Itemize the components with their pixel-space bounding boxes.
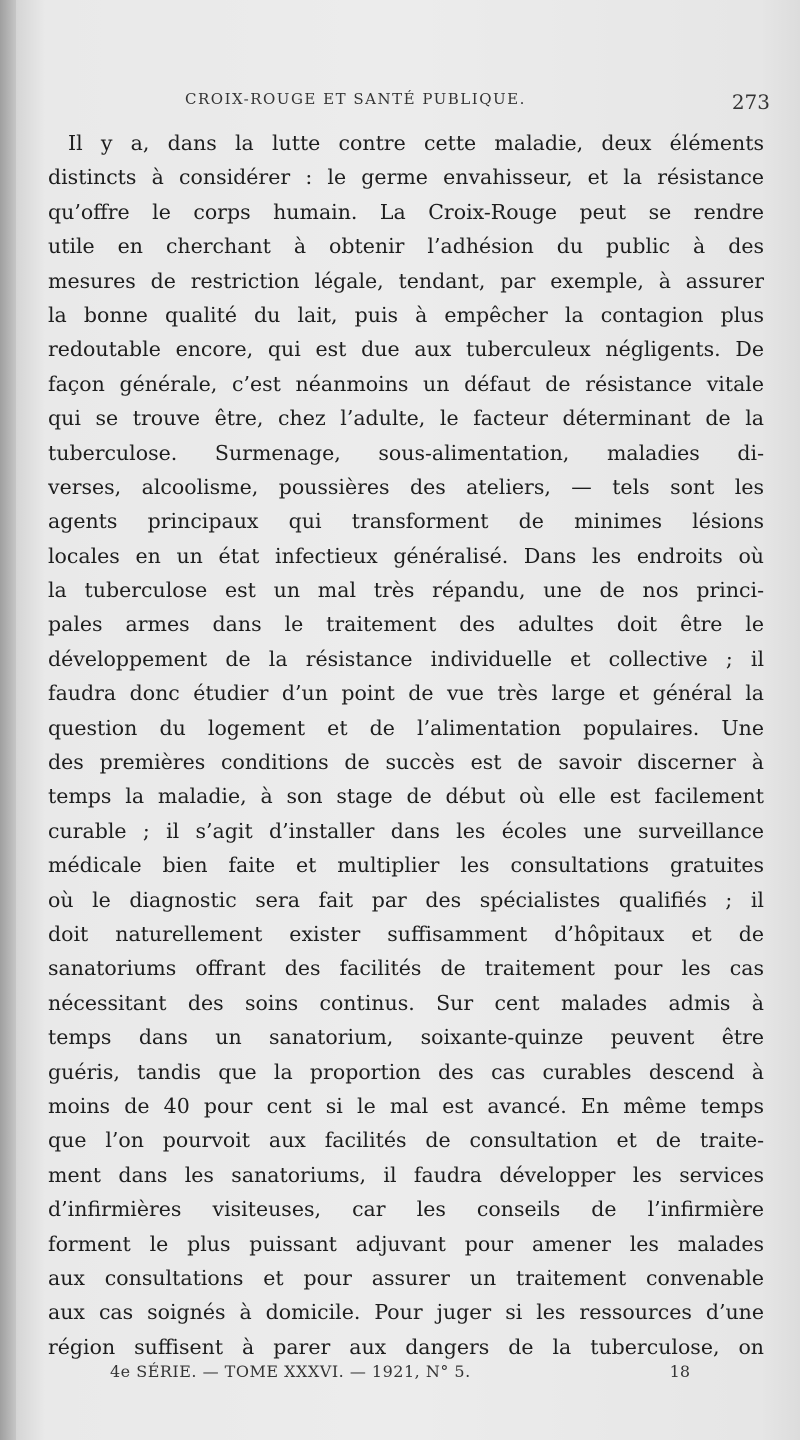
running-head: [50, 90, 770, 120]
text-line: région suffisent à parer aux dangers de la tuberculose, on: [48, 1334, 764, 1359]
text-line: aux cas soignés à domicile. Pour juger si les ressources d’une: [48, 1300, 764, 1325]
text-line: développement de la résistance individuelle et collective ; il: [48, 646, 764, 671]
text-line: faudra donc étudier d’un point de vue très large et général la: [48, 681, 764, 706]
text-line: mesures de restriction légale, tendant, par exemple, à assurer: [48, 268, 764, 293]
text-line: distincts à considérer : le germe envahisseur, et la résistance: [48, 165, 764, 190]
text-line: des premières conditions de succès est de savoir discerner à: [48, 750, 764, 775]
text-line: que l’on pourvoit aux facilités de consultation et de traite-: [48, 1128, 764, 1153]
text-line: qu’offre le corps humain. La Croix-Rouge peut se rendre: [48, 199, 764, 224]
page-footer: [110, 1362, 690, 1390]
text-line: nécessitant des soins continus. Sur cent malades admis à: [48, 990, 764, 1015]
text-line: Il y a, dans la lutte contre cette maladie, deux éléments: [68, 131, 764, 155]
text-line: pales armes dans le traitement des adultes doit être le: [48, 612, 764, 637]
text-line: où le diagnostic sera fait par des spécialistes qualifiés ; il: [48, 887, 764, 912]
text-line: d’infirmières visiteuses, car les conseils de l’infirmière: [48, 1197, 764, 1222]
text-line: agents principaux qui transforment de minimes lésions: [48, 509, 764, 534]
signature-number: 18: [669, 1362, 690, 1381]
text-line: sanatoriums offrant des facilités de traitement pour les cas: [48, 956, 764, 981]
text-line: la tuberculose est un mal très répandu, une de nos princi-: [48, 578, 764, 603]
text-line: question du logement et de l’alimentation populaires. Une: [48, 715, 764, 740]
text-line: redoutable encore, qui est due aux tuberculeux négligents. De: [48, 337, 764, 362]
text-line: verses, alcoolisme, poussières des ateliers, — tels sont les: [48, 474, 764, 499]
body-text: [48, 126, 764, 1364]
text-line: ment dans les sanatoriums, il faudra développer les services: [48, 1162, 764, 1187]
text-line: utile en cherchant à obtenir l’adhésion du public à des: [48, 234, 764, 259]
page-number: 273: [731, 90, 770, 114]
text-line: aux consultations et pour assurer un traitement convenable: [48, 1265, 764, 1290]
text-line: médicale bien faite et multiplier les consultations gratuites: [48, 853, 764, 878]
text-line: la bonne qualité du lait, puis à empêcher la contagion plus: [48, 302, 764, 327]
text-line: tuberculose. Surmenage, sous-alimentation, maladies di-: [48, 440, 764, 465]
text-line: doit naturellement exister suffisamment d’hôpitaux et de: [48, 921, 764, 946]
text-line: locales en un état infectieux généralisé. Dans les endroits où: [48, 543, 764, 568]
text-line: temps la maladie, à son stage de début où elle est facilement: [48, 784, 764, 809]
running-head-title: CROIX-ROUGE ET SANTÉ PUBLIQUE.: [185, 90, 526, 108]
text-line: moins de 40 pour cent si le mal est avancé. En même temps: [48, 1093, 764, 1118]
text-line: forment le plus puissant adjuvant pour amener les malades: [48, 1231, 764, 1256]
text-line: curable ; il s’agit d’installer dans les écoles une surveillance: [48, 818, 764, 843]
text-line: qui se trouve être, chez l’adulte, le facteur déterminant de la: [48, 406, 764, 431]
text-line: temps dans un sanatorium, soixante-quinze peuvent être: [48, 1025, 764, 1050]
book-gutter-shadow: [0, 0, 16, 1440]
text-line: guéris, tandis que la proportion des cas curables descend à: [48, 1059, 764, 1084]
series-info: 4e SÉRIE. — TOME XXXVI. — 1921, N° 5.: [110, 1362, 471, 1381]
text-line: façon générale, c’est néanmoins un défaut de résistance vitale: [48, 371, 764, 396]
